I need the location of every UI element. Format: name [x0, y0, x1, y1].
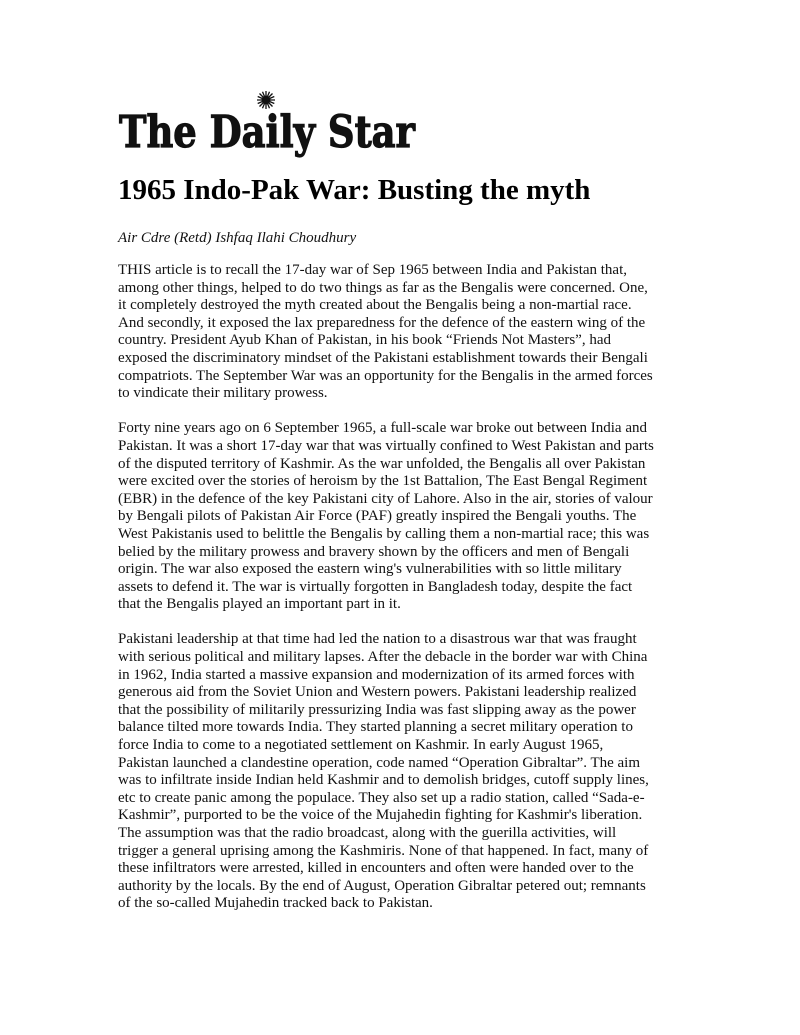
paragraph-line: Pakistani leadership at that time had led the nation to a disastrous war that was fraught: [118, 631, 637, 648]
paragraph-line: compatriots. The September War was an opportunity for the Bengalis in the armed forces: [118, 367, 653, 384]
paragraph-line: that the Bengalis played an important part in it.: [118, 596, 401, 613]
paragraph-line: The assumption was that the radio broadcast, along with the guerilla activities, will: [118, 825, 617, 841]
paragraph-line: Pakistan launched a clandestine operation, code named “Operation Gibraltar”. The aim: [118, 754, 641, 771]
paragraph-line: trigger a general uprising among the Kashmiris. None of that happened. In fact, many of: [118, 842, 649, 859]
svg-text:The Daily Star: The Daily Star: [119, 107, 416, 158]
paragraph-line: force India to come to a negotiated settlement on Kashmir. In early August 1965,: [118, 737, 604, 754]
article-paragraph: [118, 631, 688, 913]
paragraph-line: of the disputed territory of Kashmir. As the war unfolded, the Bengalis all over Pakistan: [118, 455, 646, 472]
paragraph-line: origin. The war also exposed the eastern wing's vulnerabilities with so little military: [118, 561, 622, 578]
article-paragraph: [118, 262, 688, 403]
paragraph-line: Forty nine years ago on 6 September 1965, a full-scale war broke out between India and: [118, 420, 647, 437]
paragraph-line: generous aid from the Soviet Union and Western powers. Pakistani leadership realized: [118, 684, 637, 701]
article-headline: 1965 Indo-Pak War: Busting the myth: [118, 174, 591, 206]
paragraph-line: Kashmir”, purported to be the voice of the Mujahedin fighting for Kashmir's liberation.: [118, 807, 643, 824]
paragraph-line: of the so-called Mujahedin tracked back to Pakistan.: [118, 895, 433, 912]
paragraph-line: in 1962, India started a massive expansion and modernization of its armed forces with: [118, 666, 635, 683]
paragraph-line: Pakistan. It was a short 17-day war that was virtually confined to West Pakistan and parts: [118, 437, 654, 454]
newspaper-logo: [118, 92, 418, 158]
paragraph-line: belied by the military prowess and bravery shown by the officers and men of Bengali: [118, 543, 630, 560]
paragraph-line: balance tilted more towards India. They started planning a secret military operation to: [118, 719, 633, 736]
paragraph-line: these infiltrators were arrested, killed in encounters and often were handed over to the: [118, 860, 634, 877]
paragraph-line: authority by the locals. By the end of August, Operation Gibraltar petered out; remnants: [118, 877, 646, 894]
paragraph-line: (EBR) in the defence of the key Pakistani city of Lahore. Also in the air, stories of valour: [118, 490, 653, 507]
article-byline: Air Cdre (Retd) Ishfaq Ilahi Choudhury: [118, 230, 357, 246]
paragraph-line: by Bengali pilots of Pakistan Air Force (PAF) greatly inspired the Bengali youths. The: [118, 508, 637, 525]
paragraph-line: exposed the discriminatory mindset of the Pakistani establishment towards their Bengali: [118, 349, 648, 366]
paragraph-line: etc to create panic among the populace. They also set up a radio station, called “Sada-e-: [118, 789, 645, 806]
article-paragraph: [118, 420, 688, 614]
paragraph-line: West Pakistanis used to belittle the Bengalis by calling them a non-martial race; this was: [118, 525, 650, 542]
paragraph-line: among other things, helped to do two things as far as the Bengalis were concerned. One,: [118, 279, 648, 296]
paragraph-line: was to infiltrate inside Indian held Kashmir and to demolish bridges, cutoff supply lines,: [118, 772, 649, 789]
paragraph-line: country. President Ayub Khan of Pakistan, in his book “Friends Not Masters”, had: [118, 332, 612, 349]
paragraph-line: were excited over the stories of heroism by the 1st Battalion, The East Bengal Regiment: [118, 473, 648, 490]
paragraph-line: with serious political and military lapses. After the debacle in the border war with China: [118, 649, 648, 666]
article-body: [118, 262, 688, 931]
paragraph-line: to vindicate their military prowess.: [118, 385, 328, 402]
paragraph-line: that the possibility of militarily pressurizing India was fast slipping away as the power: [118, 701, 636, 718]
paragraph-line: assets to defend it. The war is virtually forgotten in Bangladesh today, despite the fact: [118, 578, 633, 595]
paragraph-line: THIS article is to recall the 17-day war of Sep 1965 between India and Pakistan that,: [118, 262, 628, 278]
paragraph-line: And secondly, it exposed the lax preparedness for the defence of the eastern wing of the: [118, 314, 646, 331]
paragraph-line: it completely destroyed the myth created about the Bengalis being a non-martial race.: [118, 297, 632, 314]
